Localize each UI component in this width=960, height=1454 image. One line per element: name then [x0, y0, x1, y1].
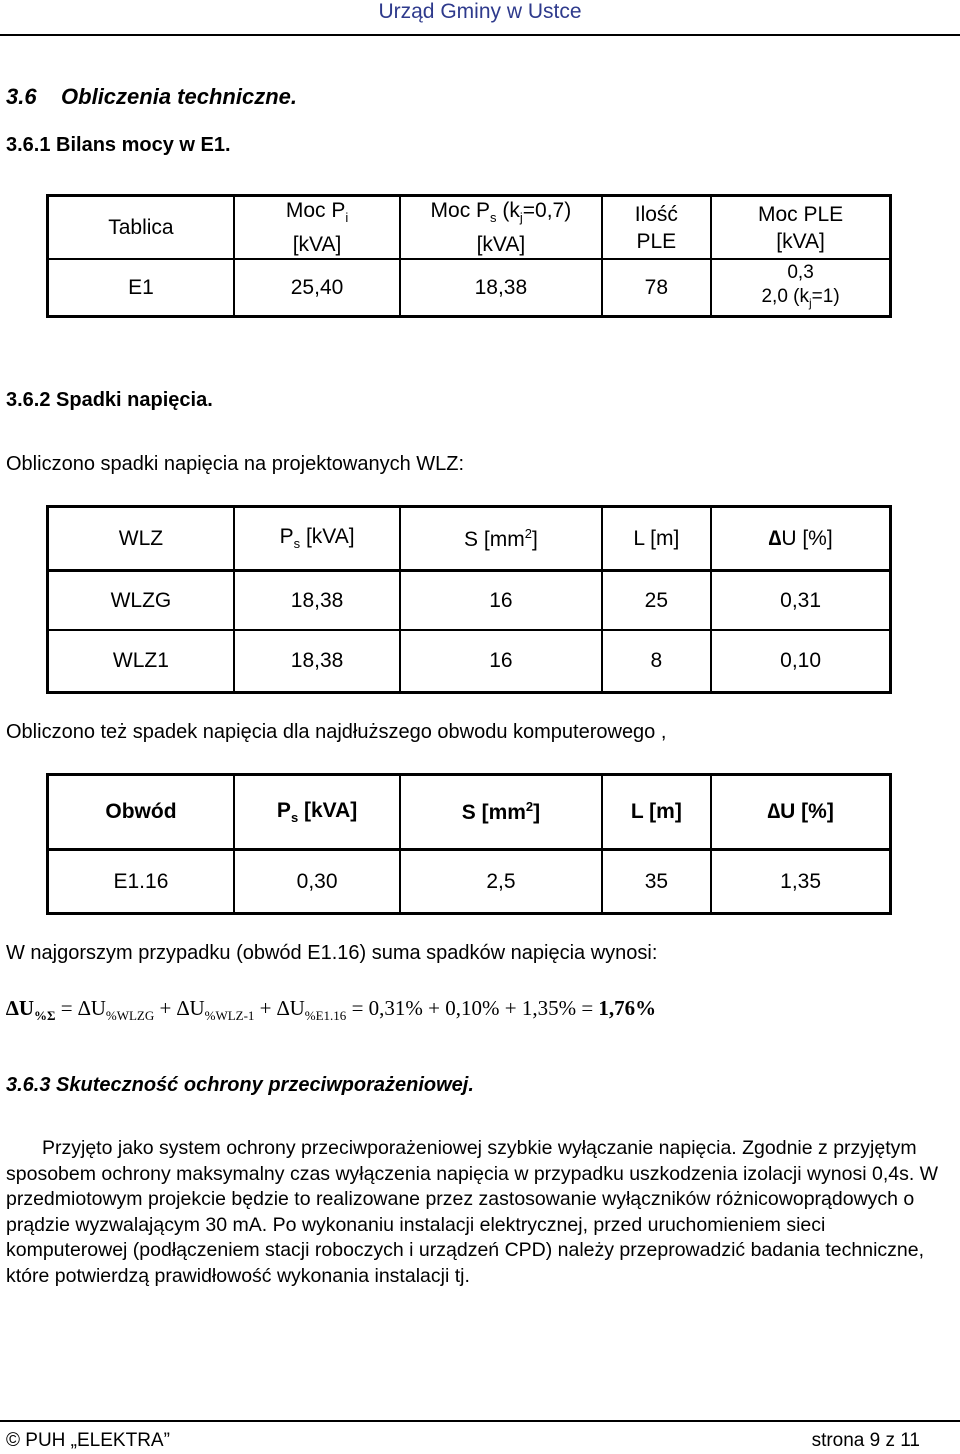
col-header-s: S $[mm^2]$ [400, 775, 601, 850]
cell-l: 35 [602, 850, 712, 914]
cell-moc-ple: 0,3 2,0 $(k_j=1)$ [711, 259, 890, 317]
section-title: 3.6 Obliczenia techniczne. [6, 84, 297, 109]
delta-icon: ∆ [767, 800, 781, 823]
header-divider [0, 34, 960, 36]
cell-s: 2,5 [400, 850, 601, 914]
subsection-title-shock-protection: 3.6.3 Skuteczność ochrony przeciwporażeniowej. [6, 1074, 474, 1096]
voltage-drop-formula: $\Delta U_{\%\Sigma} = \Delta U_{\%WLZG} + \Delta U_{\%WLZ-1} + \Delta U_{\%E1.16} = 0,31\% + 0,10\% + 1,35\% = 1,76\%$ [6, 996, 657, 1024]
table-header-row [48, 196, 891, 260]
paragraph-worst-case: W najgorszym przypadku (obwód E1.16) suma spadków napięcia wynosi: [6, 942, 658, 964]
cell-du: 0,10 [711, 630, 890, 693]
paragraph-wlz-intro: Obliczono spadki napięcia na projektowanych WLZ: [6, 453, 465, 475]
wlz-voltage-drop-table [46, 505, 892, 694]
col-header-tablica: Tablica [48, 196, 234, 260]
circuit-voltage-drop-table [46, 773, 892, 915]
table-row [48, 259, 891, 317]
footer-page-number: strona 9 z 11 [811, 1430, 920, 1451]
footer-company: © PUH „ELEKTRA” [6, 1430, 170, 1451]
cell-tablica: E1 [48, 259, 234, 317]
col-header-l: L [m] [602, 775, 712, 850]
subsection-title-voltage-drop: 3.6.2 Spadki napięcia. [6, 389, 213, 411]
table-row [48, 630, 891, 693]
formula-result: 1,76% [598, 996, 657, 1020]
col-header-moc-ps: Moc $P_s$ $(k_j=0,7)$ [kVA] [400, 196, 601, 260]
col-header-du: ∆U [%] [711, 507, 890, 571]
cell-ilosc: 78 [602, 259, 712, 317]
cell-s: 16 [400, 630, 601, 693]
col-header-ps: $P_s$ [kVA] [234, 507, 400, 571]
power-balance-table [46, 194, 892, 318]
col-header-l: L [m] [602, 507, 712, 571]
cell-wlz: WLZG [48, 571, 234, 631]
table-header-row [48, 775, 891, 850]
header-title: Urząd Gminy w Ustce [378, 0, 582, 23]
col-header-ps: $P_s$ [kVA] [234, 775, 400, 850]
footer-divider [0, 1420, 960, 1422]
cell-obwod: E1.16 [48, 850, 234, 914]
paragraph-circuit-intro: Obliczono też spadek napięcia dla najdłuższego obwodu komputerowego , [6, 721, 667, 743]
table-header-row [48, 507, 891, 571]
cell-wlz: WLZ1 [48, 630, 234, 693]
cell-du: 1,35 [711, 850, 890, 914]
cell-l: 8 [602, 630, 712, 693]
col-header-s: S $[mm^2]$ [400, 507, 601, 571]
cell-ps: 18,38 [234, 571, 400, 631]
col-header-obwod: Obwód [48, 775, 234, 850]
cell-ps: 0,30 [234, 850, 400, 914]
subsection-title-power-balance: 3.6.1 Bilans mocy w E1. [6, 134, 231, 156]
col-header-moc-ple: Moc PLE [kVA] [711, 196, 890, 260]
col-header-moc-pi: Moc $P_i$ [kVA] [234, 196, 400, 260]
delta-icon: ∆ [768, 526, 782, 550]
paragraph-shock-protection: Przyjęto jako system ochrony przeciwporażeniowej szybkie wyłączanie napięcia. Zgodnie z przyjętym sposobem ochrony maksymalny czas wyłączenia napięcia w przypadku uszkodzenia izolacji wynosi 0,4s. W przedmiotowym projekcie będzie to realizowane przez zastosowanie wyłączników różnicowoprądowych o prądzie wyzwalającym 30 mA. Po wykonaniu instalacji elektrycznej, przed uruchomieniem sieci komputerowej (podłączeniem stacji roboczych i urządzeń CPD) należy przeprowadzić badania techniczne, które potwierdzą prawidłowość wykonania instalacji tj. [6, 1137, 939, 1287]
cell-du: 0,31 [711, 571, 890, 631]
cell-l: 25 [602, 571, 712, 631]
cell-ps: 18,38 [234, 630, 400, 693]
col-header-du: ∆U [%] [711, 775, 890, 850]
cell-moc-ps: 18,38 [400, 259, 601, 317]
cell-s: 16 [400, 571, 601, 631]
table-row [48, 571, 891, 631]
table-row [48, 850, 891, 914]
col-header-wlz: WLZ [48, 507, 234, 571]
cell-moc-pi: 25,40 [234, 259, 400, 317]
col-header-ilosc-ple: Ilość PLE [602, 196, 712, 260]
